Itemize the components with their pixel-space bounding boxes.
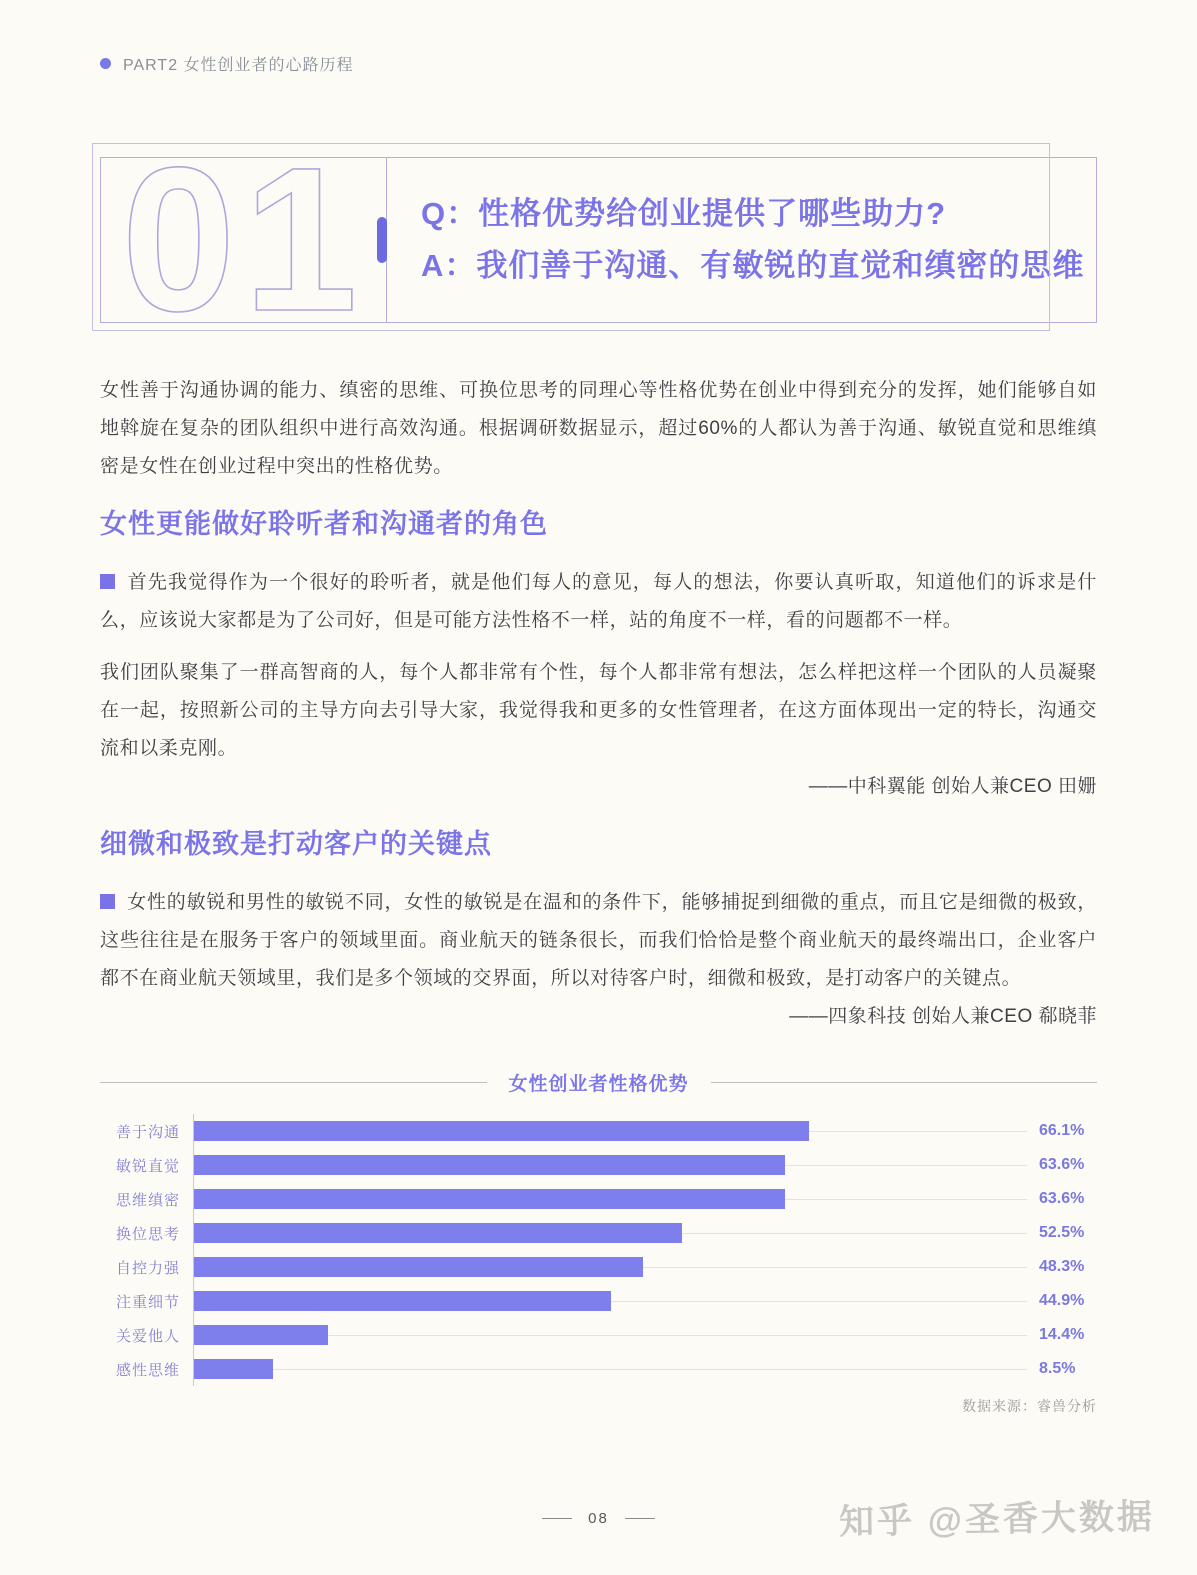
chart-bar [194, 1359, 273, 1379]
chart-row [100, 1114, 1097, 1148]
quote-sections [100, 504, 1097, 1036]
hero-qa-text [387, 158, 1096, 322]
chart-bar-track [193, 1352, 1027, 1386]
section-heading: 细微和极致是打动客户的关键点 [100, 829, 492, 859]
chart-bar-track [193, 1216, 1027, 1250]
section-number: 01 [121, 158, 366, 322]
chart-row [100, 1148, 1097, 1182]
chart-row [100, 1352, 1097, 1386]
hero-divider [386, 158, 387, 322]
quote-text: 我们团队聚集了一群高智商的人，每个人都非常有个性，每个人都非常有想法，怎么样把这样一个团队的人员凝聚在一起，按照新公司的主导方向去引导大家，我觉得我和更多的女性管理者，在这方面体现出一定的特长，沟通交流和以柔克刚。 [100, 662, 1097, 759]
question-line: Q：性格优势给创业提供了哪些助力? [421, 196, 947, 231]
quote-attribution: ——中科翼能 创始人兼CEO 田姗 [808, 776, 1097, 797]
chart-title-row [100, 1062, 1097, 1102]
chart-bar-track [193, 1284, 1027, 1318]
chart-category-label: 感性思维 [115, 1361, 180, 1379]
chart-category-label: 善于沟通 [115, 1123, 180, 1141]
chart-bar [194, 1257, 643, 1277]
chart-bar-track [193, 1318, 1027, 1352]
chart-bar-track [193, 1148, 1027, 1182]
chart-bar [194, 1189, 785, 1209]
chart-row [100, 1216, 1097, 1250]
chart-row [100, 1250, 1097, 1284]
chart-bar-track [193, 1182, 1027, 1216]
chart-value-label: 8.5% [1039, 1360, 1076, 1377]
chart-value-label: 63.6% [1039, 1190, 1085, 1207]
chart-value-label: 48.3% [1039, 1258, 1085, 1275]
chart-bar-track [193, 1114, 1027, 1148]
chart-bar [194, 1291, 611, 1311]
chart-value-label: 44.9% [1039, 1292, 1085, 1309]
chart-bar [194, 1155, 785, 1175]
hero-capsule-accent [377, 217, 387, 263]
quote-attribution: ——四象科技 创始人兼CEO 郗晓菲 [789, 1006, 1097, 1027]
chart-track-line [194, 1369, 1027, 1370]
watermark: 知乎 @圣香大数据 [838, 1497, 1156, 1542]
footer-dash-left [542, 1518, 572, 1520]
chart-value-label: 63.6% [1039, 1156, 1085, 1173]
footer-dash-right [625, 1518, 655, 1520]
chart-category-label: 思维缜密 [115, 1191, 180, 1209]
quote-paragraph [100, 884, 1097, 998]
title-rule-right [711, 1082, 1098, 1083]
chart-row [100, 1182, 1097, 1216]
chart-category-label: 敏锐直觉 [115, 1157, 180, 1175]
chart-title: 女性创业者性格优势 [508, 1073, 689, 1095]
chart-value-label: 66.1% [1039, 1122, 1085, 1139]
quote-text: 女性的敏锐和男性的敏锐不同，女性的敏锐是在温和的条件下，能够捕捉到细微的重点，而且它是细微的极致，这些往往是在服务于客户的领域里面。商业航天的链条很长，而我们恰恰是整个商业航天的最终端出口，企业客户都不在商业航天领域里，我们是多个领域的交界面，所以对待客户时，细微和极致，是打动客户的关键点。 [100, 892, 1097, 989]
quote-paragraph [100, 654, 1097, 768]
chart-value-label: 14.4% [1039, 1326, 1085, 1343]
part-label: PART2 女性创业者的心路历程 [123, 57, 354, 74]
bullet-dot-icon [100, 58, 111, 69]
page-number: 08 [588, 1510, 609, 1527]
answer-line: A：我们善于沟通、有敏锐的直觉和缜密的思维 [421, 248, 1085, 283]
chart-row [100, 1318, 1097, 1352]
chart-category-label: 自控力强 [115, 1259, 180, 1277]
chart-category-label: 关爱他人 [115, 1327, 180, 1345]
body-content [100, 372, 1097, 1036]
chart-row [100, 1284, 1097, 1318]
chart-category-label: 注重细节 [115, 1293, 180, 1311]
hero-qa-box [100, 157, 1097, 323]
chart-bar [194, 1325, 328, 1345]
title-rule-left [100, 1082, 487, 1083]
chart-category-label: 换位思考 [115, 1225, 180, 1243]
chart-rows [100, 1114, 1097, 1386]
intro-paragraph: 女性善于沟通协调的能力、缜密的思维、可换位思考的同理心等性格优势在创业中得到充分的发挥，她们能够自如地斡旋在复杂的团队组织中进行高效沟通。根据调研数据显示，超过60%的人都认为善于沟通、敏锐直觉和思维缜密是女性在创业过程中突出的性格优势。 [100, 380, 1097, 477]
chart-bar [194, 1121, 809, 1141]
chart-value-label: 52.5% [1039, 1224, 1085, 1241]
quote-paragraph [100, 564, 1097, 640]
chart-source: 数据来源：睿兽分析 [962, 1398, 1097, 1414]
chart-bar [194, 1223, 682, 1243]
square-bullet-icon [100, 894, 115, 909]
section-heading: 女性更能做好聆听者和沟通者的角色 [100, 509, 548, 539]
quote-text: 首先我觉得作为一个很好的聆听者，就是他们每人的意见，每人的想法，你要认真听取，知道他们的诉求是什么，应该说大家都是为了公司好，但是可能方法性格不一样，站的角度不一样，看的问题都不一样。 [100, 572, 1097, 631]
chart-bar-track [193, 1250, 1027, 1284]
square-bullet-icon [100, 574, 115, 589]
hero-number-cell [101, 158, 386, 322]
part-header [100, 52, 354, 75]
personality-chart [100, 1062, 1097, 1416]
